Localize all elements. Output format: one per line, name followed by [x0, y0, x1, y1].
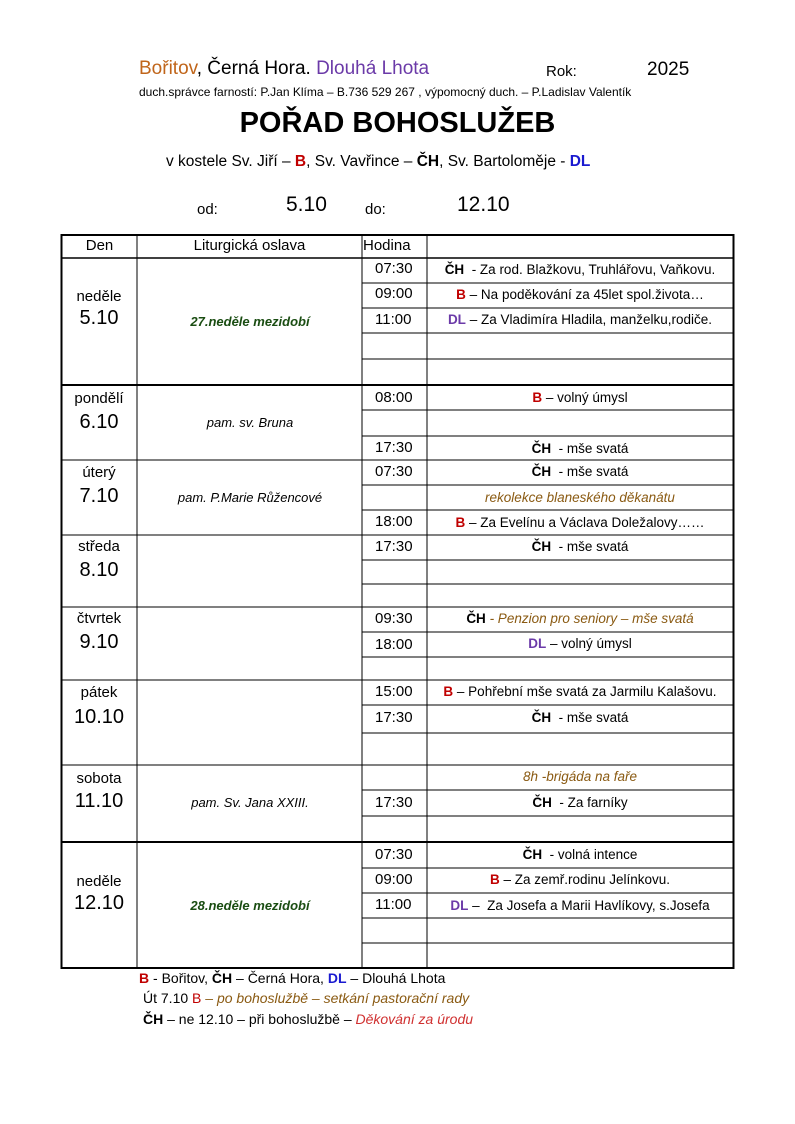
service-time: 07:30: [375, 846, 413, 863]
service-intention: ČH - mše svatá: [531, 710, 629, 725]
page-title: POŘAD BOHOSLUŽEB: [239, 107, 556, 139]
service-intention: B – Na poděkování za 45let spol.života…: [456, 287, 704, 302]
parish-names: Bořitov, Černá Hora. Dlouhá Lhota: [139, 58, 430, 79]
service-time: 08:00: [375, 389, 413, 406]
col-header-den: Den: [85, 237, 114, 254]
parish-cerna-hora: Černá Hora.: [207, 58, 311, 79]
col-header-liturgy: Liturgická oslava: [193, 237, 306, 254]
service-time: 07:30: [375, 260, 413, 277]
liturgy-name: pam. Sv. Jana XXIII.: [191, 795, 309, 810]
year-value: 2025: [647, 59, 690, 80]
deanery-retreat-note: rekolekce blaneského děkanátu: [485, 490, 675, 505]
day-name: čtvrtek: [76, 610, 122, 627]
day-name: pátek: [80, 684, 118, 701]
service-intention: B – Za zemř.rodinu Jelínkovu.: [489, 872, 671, 887]
service-intention: DL – Za Josefa a Marii Havlíkovy, s.Josefa: [450, 898, 710, 913]
church-code-dl: DL: [569, 153, 591, 170]
parish-boritov: Bořitov: [139, 58, 197, 79]
service-intention: ČH - Za farníky: [532, 795, 628, 810]
service-intention: ČH - Penzion pro seniory – mše svatá: [466, 611, 694, 626]
brigade-note: 8h -brigáda na faře: [522, 769, 638, 784]
service-intention: ČH - mše svatá: [531, 539, 629, 554]
service-intention: ČH - mše svatá: [531, 464, 629, 479]
staff-line: duch.správce farností: P.Jan Klíma – B.736 529 267 , výpomocný duch. – P.Ladislav Valentík: [139, 85, 632, 99]
liturgy-name: pam. P.Marie Růžencové: [177, 490, 323, 505]
service-time: 17:30: [375, 709, 413, 726]
service-intention: ČH - volná intence: [522, 847, 638, 862]
day-name: sobota: [76, 770, 122, 787]
day-name: středa: [78, 538, 120, 555]
to-label: do:: [365, 201, 386, 218]
col-header-hour: Hodina: [363, 237, 411, 254]
to-value: 12.10: [457, 193, 510, 216]
service-intention: B – Pohřební mše svatá za Jarmilu Kalašovu.: [443, 684, 717, 699]
service-time: 17:30: [375, 794, 413, 811]
from-value: 5.10: [286, 193, 327, 216]
service-intention: ČH - Za rod. Blažkovu, Truhlářovu, Vaňkovu.: [444, 262, 716, 277]
legend-line: B - Bořitov, ČH – Černá Hora, DL – Dlouhá Lhota: [139, 970, 446, 986]
from-label: od:: [197, 201, 218, 218]
service-intention: B – volný úmysl: [532, 390, 628, 405]
day-name: pondělí: [74, 390, 124, 407]
service-time: 18:00: [375, 513, 413, 530]
day-date: 8.10: [79, 559, 119, 581]
note-pastoral-council: Út 7.10 B – po bohoslužbě – setkání pastorační rady: [143, 990, 470, 1006]
service-intention: B – Za Evelínu a Václava Doležalovy……: [455, 515, 705, 530]
day-date: 7.10: [79, 485, 119, 507]
parish-dlouha-lhota: Dlouhá Lhota: [316, 58, 430, 79]
service-intention: DL – volný úmysl: [528, 636, 632, 651]
service-time: 09:00: [375, 871, 413, 888]
service-time: 09:00: [375, 285, 413, 302]
service-time: 11:00: [375, 311, 412, 328]
day-date: 5.10: [79, 307, 119, 329]
service-time: 15:00: [375, 683, 413, 700]
church-code-b: B: [294, 153, 307, 170]
service-time: 17:30: [375, 538, 413, 555]
service-intention: DL – Za Vladimíra Hladila, manželku,rodiče.: [447, 312, 713, 327]
service-time: 09:30: [375, 610, 413, 627]
year-label: Rok:: [546, 63, 577, 80]
day-date: 6.10: [79, 411, 119, 433]
service-time: 11:00: [375, 896, 412, 913]
day-date: 10.10: [73, 706, 125, 728]
day-date: 11.10: [74, 790, 124, 812]
church-code-ch: ČH: [416, 153, 440, 170]
day-name: úterý: [82, 464, 116, 481]
liturgy-name: pam. sv. Bruna: [206, 415, 294, 430]
day-name: neděle: [76, 288, 122, 305]
liturgy-name: 28.neděle mezidobí: [190, 898, 310, 913]
service-time: 18:00: [375, 636, 413, 653]
note-harvest-thanks: ČH – ne 12.10 – při bohoslužbě – Děkování za úrodu: [143, 1011, 474, 1027]
day-date: 12.10: [73, 892, 125, 914]
day-date: 9.10: [79, 631, 119, 653]
day-name: neděle: [76, 873, 122, 890]
service-time: 17:30: [375, 439, 413, 456]
service-time: 07:30: [375, 463, 413, 480]
liturgy-name: 27.neděle mezidobí: [190, 314, 310, 329]
service-intention: ČH - mše svatá: [531, 441, 629, 456]
churches-line: v kostele Sv. Jiří – B, Sv. Vavřince – ČH, Sv. Bartoloměje - DL: [166, 153, 591, 170]
